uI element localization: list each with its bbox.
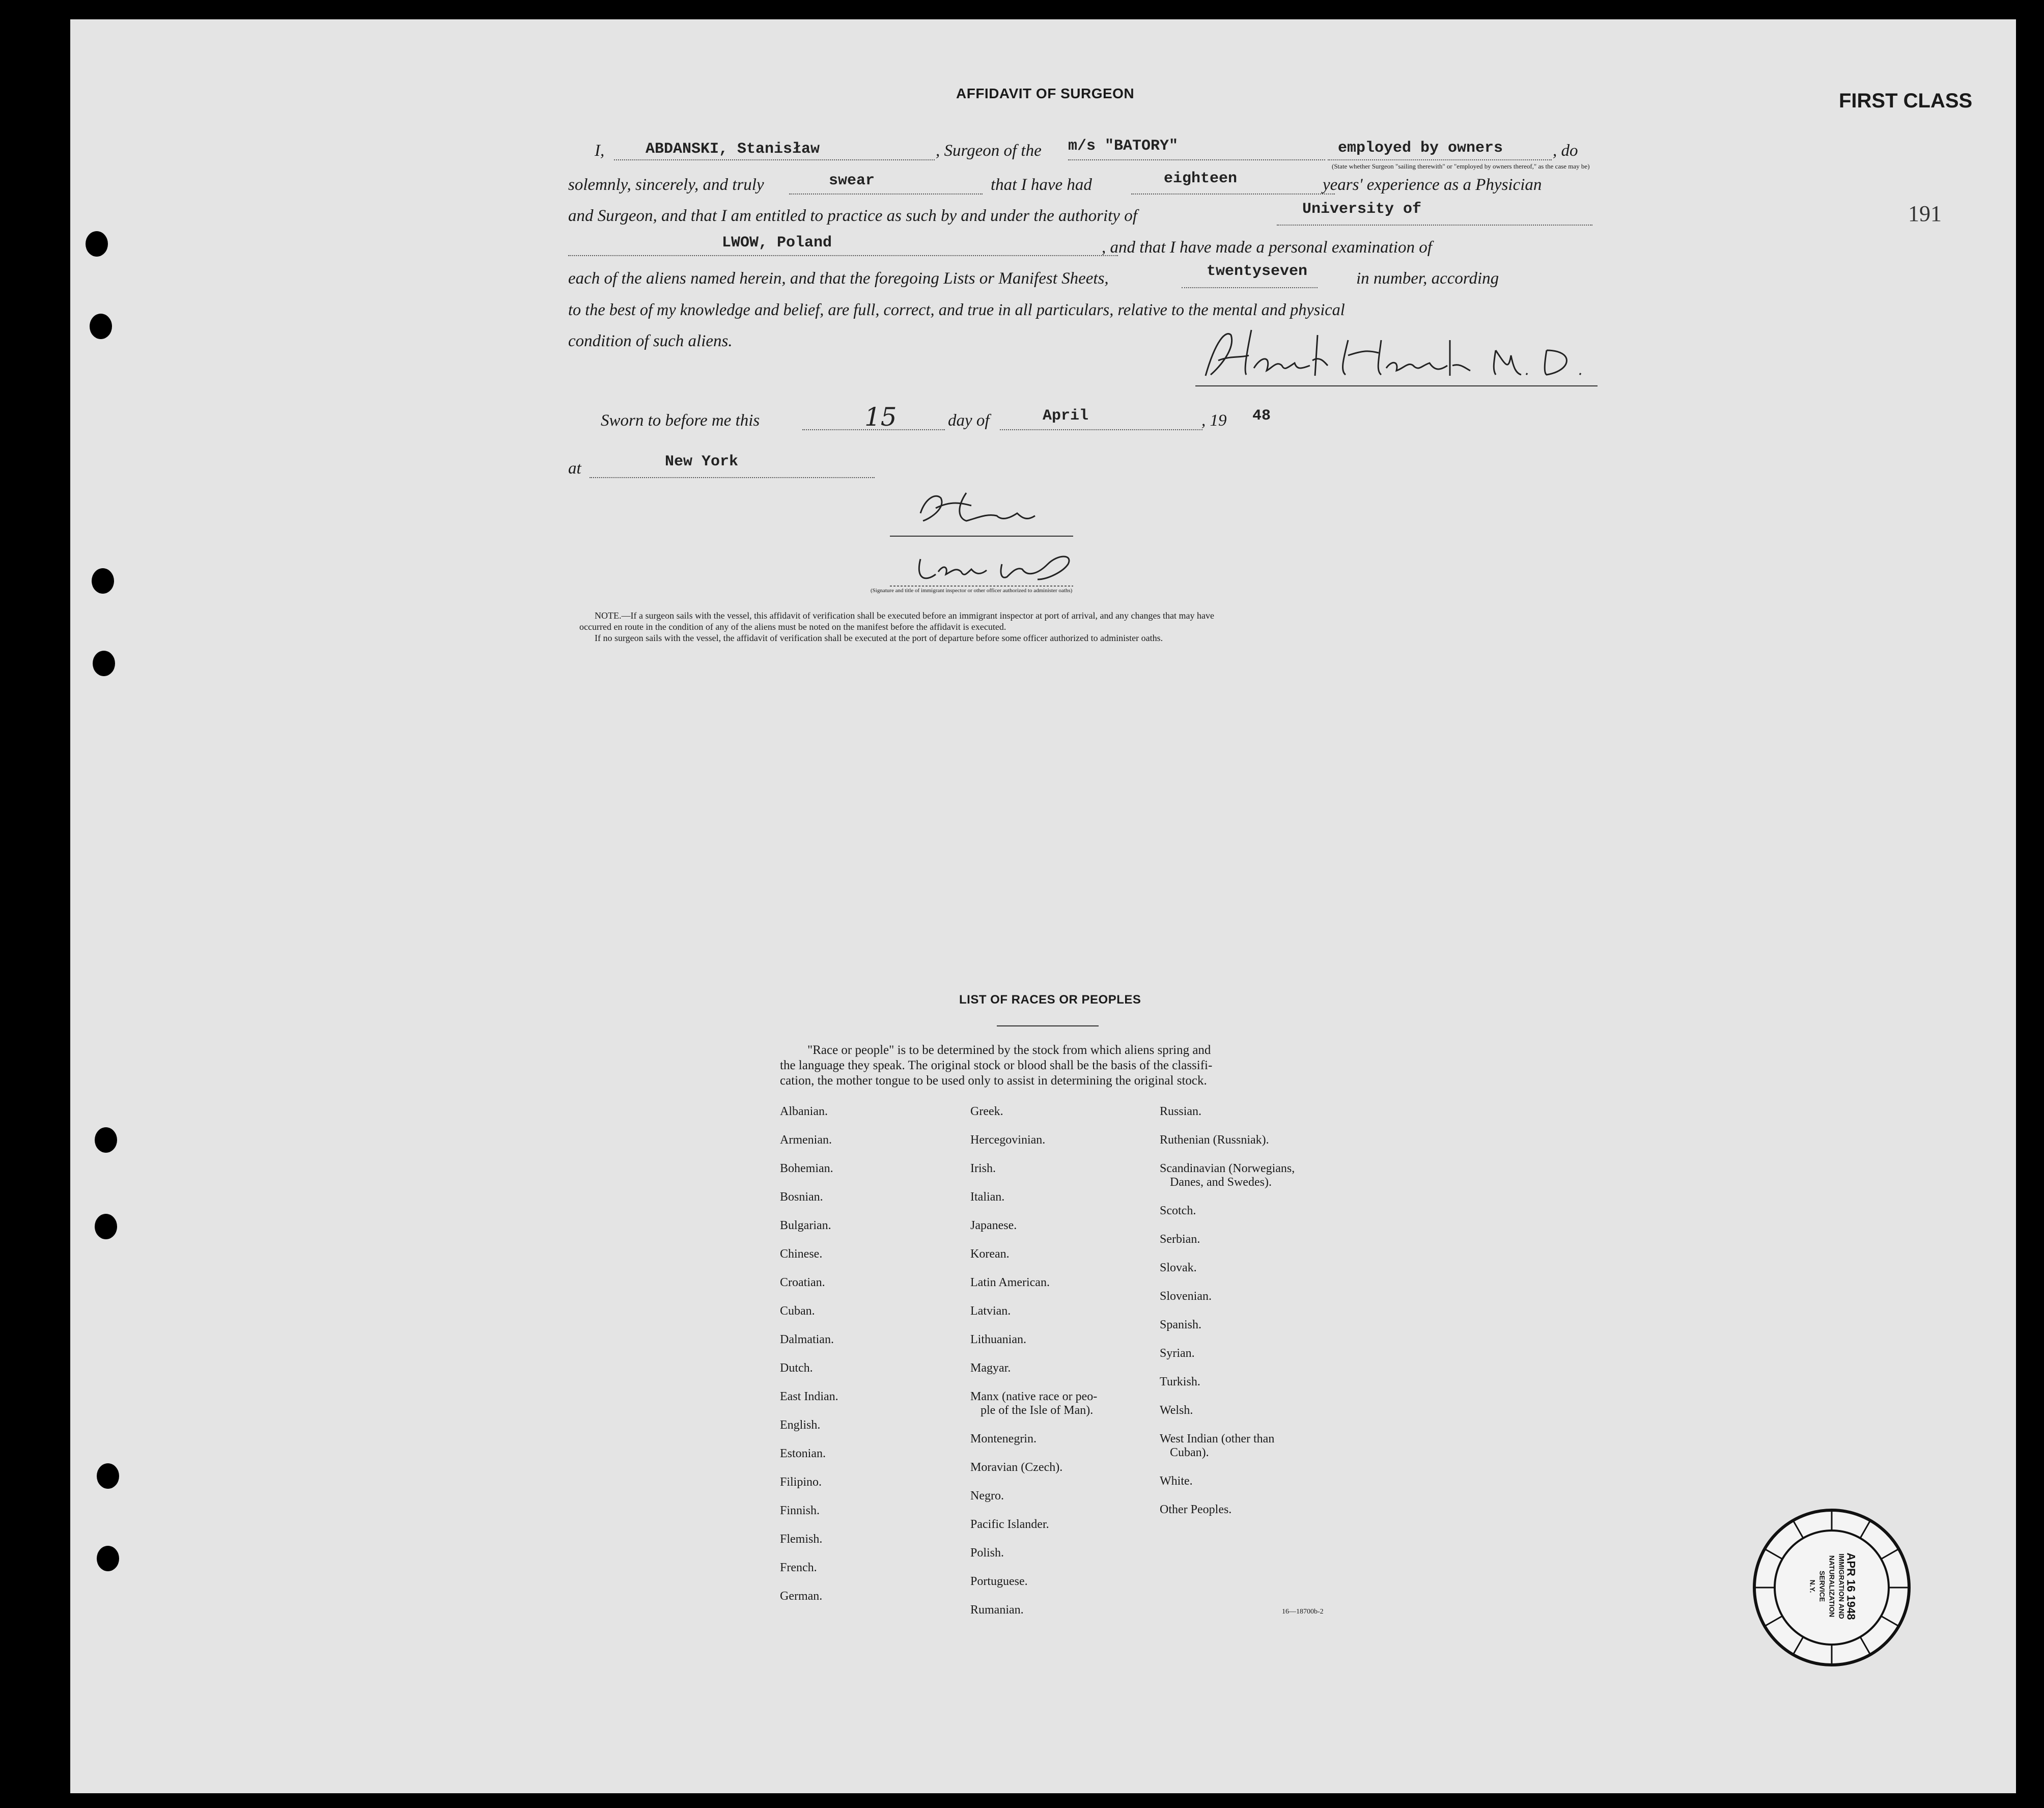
date-stamp [1750, 1506, 1913, 1669]
vessel-line [1068, 159, 1325, 160]
race-item: Pacific Islander. [970, 1518, 1049, 1531]
stamp-line-4: SERVICE [1818, 1570, 1827, 1602]
punch-hole [90, 314, 112, 339]
race-item: German. [780, 1590, 823, 1603]
race-item: Armenian. [780, 1133, 832, 1147]
stamp-line-5: N.Y. [1808, 1579, 1817, 1593]
text-at: at [568, 459, 581, 478]
text-condition: condition of such aliens. [568, 332, 733, 350]
text-best: to the best of my knowledge and belief, are full, correct, and true in all particulars, relative to the mental and physical [568, 300, 1345, 319]
note-line-3: If no surgeon sails with the vessel, the affidavit of verification shall be executed at the port of departure before some officer authorized to administer oaths. [595, 633, 1163, 643]
page-number: 191 [1908, 201, 1942, 226]
text-do: , do [1553, 142, 1578, 160]
years-value: eighteen [1164, 170, 1238, 187]
note-line-1: NOTE.—If a surgeon sails with the vessel, this affidavit of verification shall be executed before an immigrant inspector at port of arrival, and any changes that may have [595, 610, 1214, 621]
surgeon-signature [1195, 320, 1598, 396]
form-number: 16—18700b-2 [1282, 1608, 1324, 1616]
race-item: Latvian. [970, 1304, 1011, 1318]
place-value: New York [665, 453, 739, 470]
races-intro-2: the language they speak. The original stock or blood shall be the basis of the classifi- [780, 1059, 1213, 1072]
race-item: Magyar. [970, 1361, 1011, 1375]
race-item: Lithuanian. [970, 1333, 1026, 1346]
punch-hole [95, 1214, 117, 1239]
race-item: West Indian (other than [1160, 1432, 1275, 1445]
race-item: Irish. [970, 1162, 996, 1175]
race-item: Turkish. [1160, 1375, 1200, 1388]
text-personal: , and that I have made a personal examination of [1102, 238, 1432, 257]
stamp-line-2: IMMIGRATION AND [1837, 1553, 1846, 1619]
races-title: LIST OF RACES OR PEOPLES [959, 993, 1141, 1007]
punch-hole [97, 1463, 119, 1489]
page-title: AFFIDAVIT OF SURGEON [956, 86, 1135, 101]
oath-line [789, 193, 983, 194]
surgeon-name-line [614, 159, 935, 160]
race-item: Manx (native race or peo- [970, 1390, 1098, 1403]
races-intro-1: "Race or people" is to be determined by the stock from which aliens spring and [807, 1043, 1211, 1057]
employment-note: (State whether Surgeon "sailing therewith" or "employed by owners thereof," as the case may be) [1332, 162, 1590, 170]
race-item: English. [780, 1418, 821, 1432]
vessel-name: m/s "BATORY" [1068, 137, 1179, 155]
race-item: Other Peoples. [1160, 1503, 1232, 1516]
punch-hole [95, 1127, 117, 1153]
race-item: Dutch. [780, 1361, 813, 1375]
surgeon-name: ABDANSKI, Stanisław [646, 141, 820, 158]
inspector-signature [834, 478, 1119, 595]
employment-line [1328, 159, 1552, 160]
race-item: Rumanian. [970, 1603, 1024, 1617]
stamp-date: APR 16 1948 [1844, 1552, 1858, 1620]
text-and-surgeon: and Surgeon, and that I am entitled to practice as such by and under the authority of [568, 207, 1137, 225]
race-item: Bulgarian. [780, 1219, 831, 1232]
race-item: Latin American. [970, 1276, 1050, 1289]
race-item: Negro. [970, 1489, 1004, 1503]
race-item: East Indian. [780, 1390, 838, 1403]
stamp-line-3: NATURALIZATION [1828, 1555, 1836, 1618]
race-item: Cuban. [780, 1304, 815, 1318]
race-item: Cuban). [1170, 1446, 1209, 1459]
race-item: Filipino. [780, 1476, 822, 1489]
race-item: Welsh. [1160, 1404, 1193, 1417]
race-item: Polish. [970, 1546, 1004, 1560]
race-item: Hercegovinian. [970, 1133, 1046, 1147]
race-item: Croatian. [780, 1276, 825, 1289]
race-item: ple of the Isle of Man). [981, 1404, 1094, 1417]
day-value: 15 [864, 402, 897, 432]
race-item: Russian. [1160, 1105, 1202, 1118]
race-item: Korean. [970, 1247, 1010, 1261]
text-that-had: that I have had [991, 176, 1092, 194]
text-surgeon-of: , Surgeon of the [936, 142, 1042, 160]
race-item: Chinese. [780, 1247, 823, 1261]
race-item: Bosnian. [780, 1190, 823, 1204]
text-sworn: Sworn to before me this [601, 411, 760, 430]
races-intro-3: cation, the mother tongue to be used only to assist in determining the original stock. [780, 1074, 1207, 1088]
race-item: Moravian (Czech). [970, 1461, 1063, 1474]
text-in-number: in number, according [1356, 269, 1499, 288]
authority-line-1 [1277, 225, 1592, 226]
authority-value-1: University of [1302, 201, 1422, 218]
text-each-alien: each of the aliens named herein, and that the foregoing Lists or Manifest Sheets, [568, 269, 1109, 288]
race-item: Greek. [970, 1105, 1003, 1118]
race-item: Flemish. [780, 1533, 823, 1546]
employment-value: employed by owners [1338, 140, 1503, 157]
race-item: Slovenian. [1160, 1290, 1212, 1303]
race-item: Estonian. [780, 1447, 826, 1460]
race-item: Danes, and Swedes). [1170, 1176, 1272, 1189]
year-value: 48 [1252, 407, 1271, 425]
class-label: FIRST CLASS [1839, 90, 1973, 112]
punch-hole [93, 651, 115, 676]
race-item: Slovak. [1160, 1261, 1197, 1274]
race-item: Scotch. [1160, 1204, 1196, 1217]
race-item: Serbian. [1160, 1233, 1200, 1246]
oath-value: swear [829, 172, 875, 189]
text-years-exp: years' experience as a Physician [1323, 176, 1542, 194]
document-page [70, 19, 2016, 1793]
races-title-rule [997, 1025, 1099, 1026]
race-item: Spanish. [1160, 1318, 1202, 1331]
race-item: French. [780, 1561, 817, 1574]
sheets-count: twentyseven [1207, 263, 1308, 280]
race-item: Bohemian. [780, 1162, 833, 1175]
stamp-text [1808, 1541, 1856, 1632]
note-line-2: occurred en route in the condition of any of the aliens must be noted on the manifest before the affidavit is executed. [579, 622, 1006, 632]
race-item: Portuguese. [970, 1575, 1028, 1588]
race-item: Albanian. [780, 1105, 828, 1118]
race-item: Italian. [970, 1190, 1005, 1204]
authority-value-2: LWOW, Poland [722, 234, 832, 252]
years-line [1131, 193, 1335, 194]
race-item: Finnish. [780, 1504, 820, 1517]
text-19: , 19 [1201, 411, 1227, 430]
authority-line-2 [568, 255, 1118, 256]
official-caption: (Signature and title of immigrant inspector or other officer authorized to administer oaths) [871, 588, 1073, 594]
text-day-of: day of [948, 411, 990, 430]
sheets-line [1182, 287, 1318, 288]
punch-hole [97, 1546, 119, 1571]
text-i: I, [595, 142, 605, 160]
race-item: Syrian. [1160, 1347, 1195, 1360]
text-solemnly: solemnly, sincerely, and truly [568, 176, 764, 194]
race-item: Ruthenian (Russniak). [1160, 1133, 1269, 1147]
race-item: White. [1160, 1475, 1193, 1488]
race-item: Scandinavian (Norwegians, [1160, 1162, 1295, 1175]
punch-hole [86, 231, 108, 257]
punch-hole [92, 568, 114, 594]
race-item: Montenegrin. [970, 1432, 1037, 1445]
race-item: Japanese. [970, 1219, 1017, 1232]
month-value: April [1043, 407, 1089, 425]
race-item: Dalmatian. [780, 1333, 834, 1346]
place-line [590, 477, 875, 478]
month-line [1000, 429, 1202, 430]
